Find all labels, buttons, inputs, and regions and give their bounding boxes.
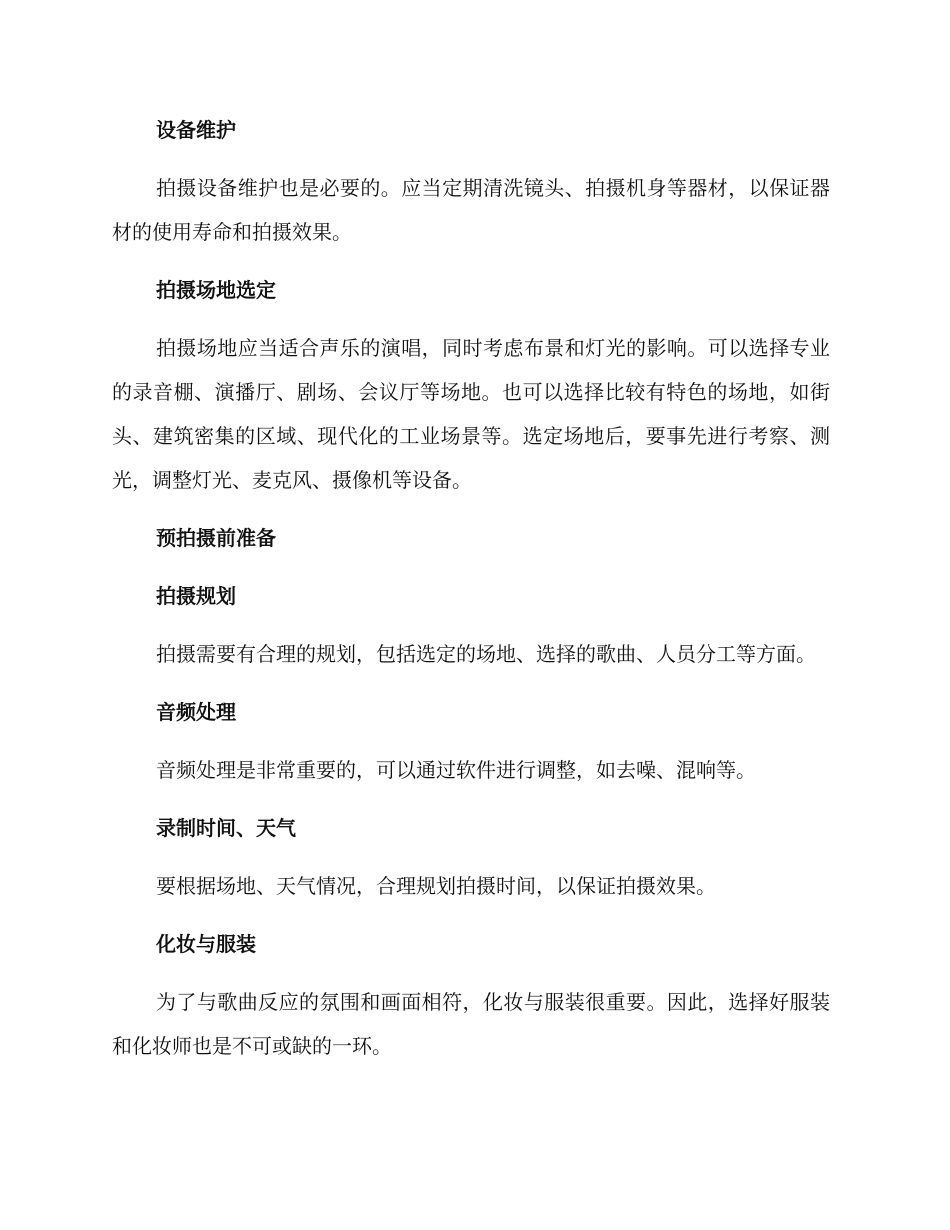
section-heading-pre-shoot-preparation: 预拍摄前准备 (156, 526, 276, 550)
document-body (112, 108, 830, 1068)
section-heading-recording-time-weather: 录制时间、天气 (156, 816, 296, 840)
section-heading-audio-processing: 音频处理 (156, 700, 236, 724)
paragraph-recording-time-weather: 要根据场地、天气情况，合理规划拍摄时间，以保证拍摄效果。 (156, 874, 716, 898)
section-heading-location-selection: 拍摄场地选定 (156, 278, 276, 302)
paragraph-equipment-maintenance: 拍摄设备维护也是必要的。应当定期清洗镜头、拍摄机身等器材，以保证器材的使用寿命和拍摄效果。 (112, 176, 830, 244)
section-heading-makeup-costume: 化妆与服装 (156, 932, 256, 956)
section-heading-shoot-planning: 拍摄规划 (156, 584, 236, 608)
section-heading-equipment-maintenance: 设备维护 (156, 118, 236, 142)
paragraph-audio-processing: 音频处理是非常重要的，可以通过软件进行调整，如去噪、混响等。 (156, 758, 756, 782)
paragraph-makeup-costume: 为了与歌曲反应的氛围和画面相符，化妆与服装很重要。因此，选择好服装和化妆师也是不可或缺的一环。 (112, 990, 830, 1058)
paragraph-location-selection: 拍摄场地应当适合声乐的演唱，同时考虑布景和灯光的影响。可以选择专业的录音棚、演播厅、剧场、会议厅等场地。也可以选择比较有特色的场地，如街头、建筑密集的区域、现代化的工业场景等。选定场地后，要事先进行考察、测光，调整灯光、麦克风、摄像机等设备。 (112, 336, 830, 492)
paragraph-shoot-planning: 拍摄需要有合理的规划，包括选定的场地、选择的歌曲、人员分工等方面。 (156, 642, 816, 666)
